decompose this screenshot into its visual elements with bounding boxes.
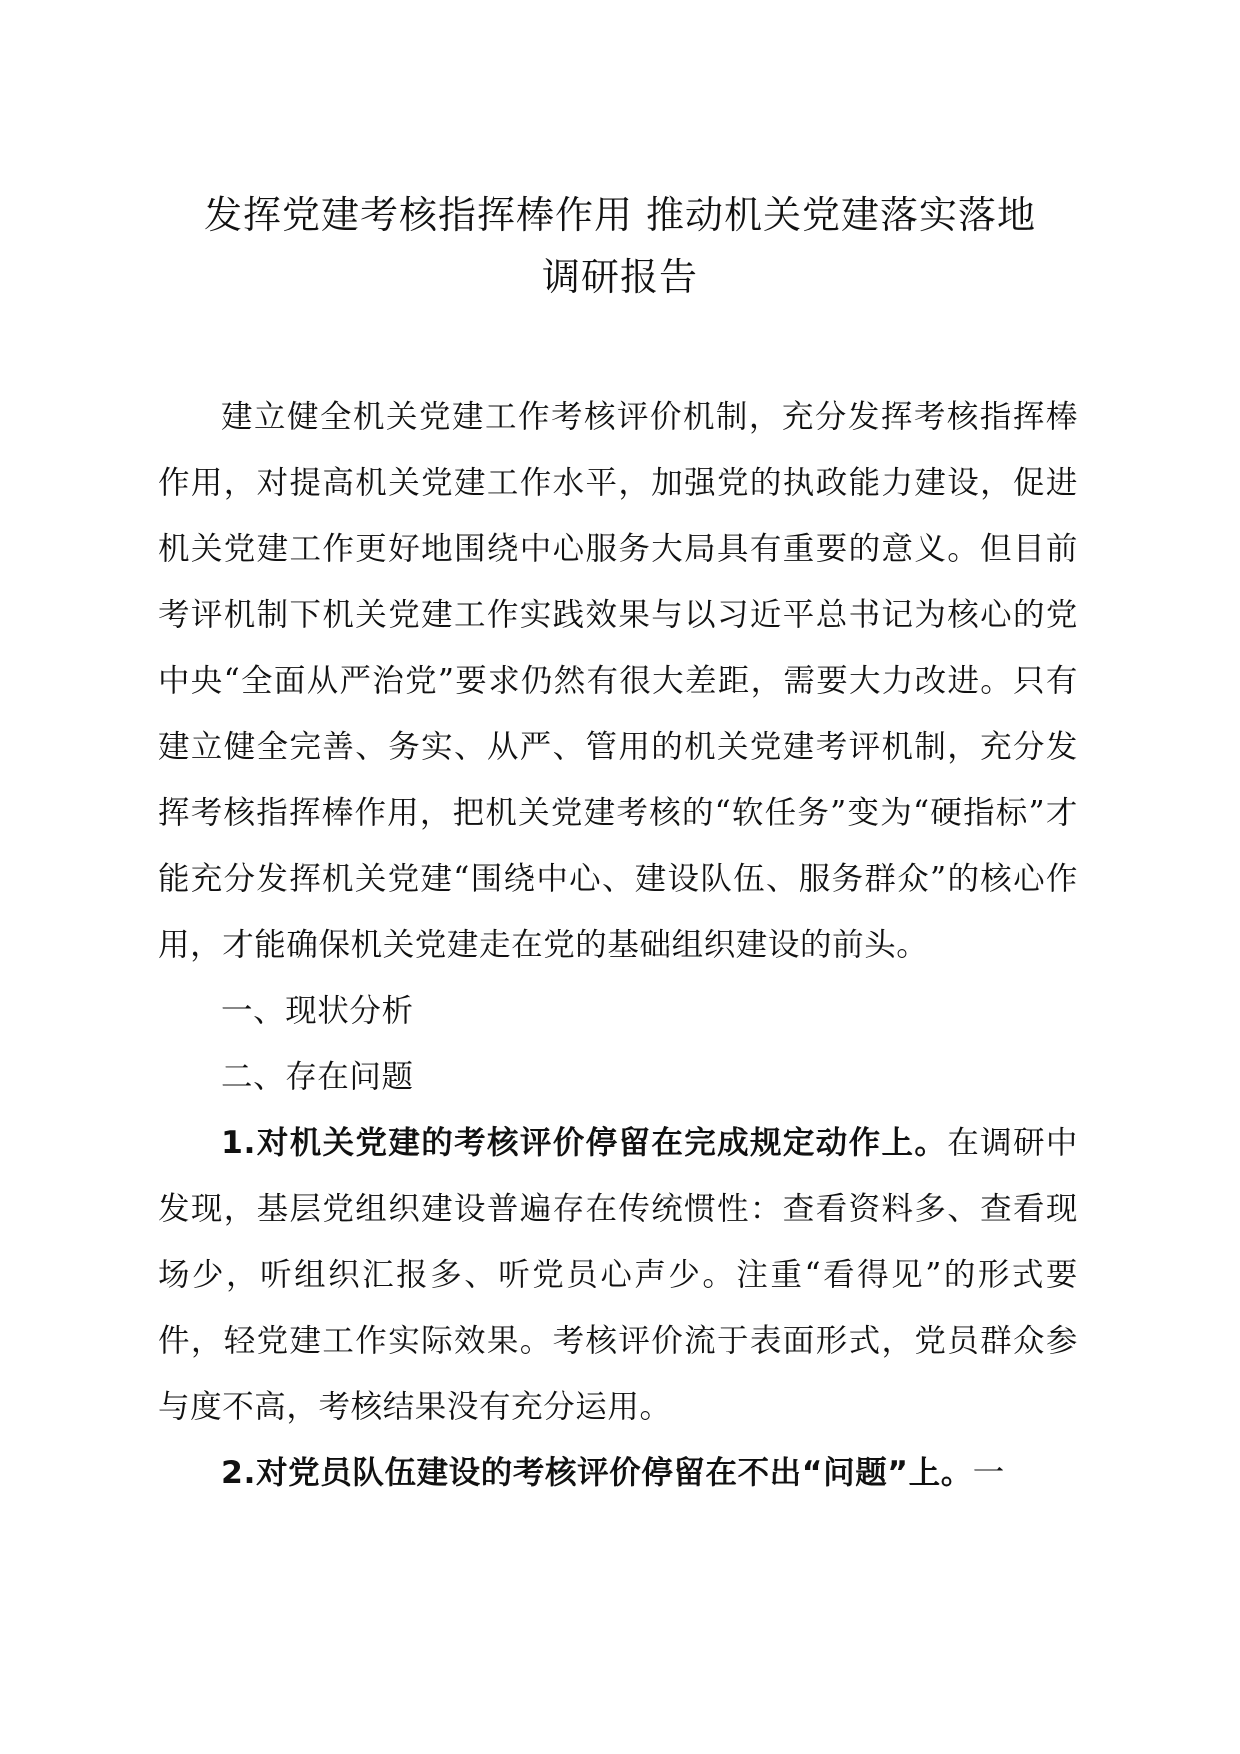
- problem-item-2-lead: 2.对党员队伍建设的考核评价停留在不出“问题”上。: [221, 1455, 973, 1491]
- problem-item-1-lead: 1.对机关党建的考核评价停留在完成规定动作上。: [221, 1125, 948, 1161]
- problem-item-2: [158, 1440, 1078, 1506]
- intro-paragraph: 建立健全机关党建工作考核评价机制，充分发挥考核指挥棒作用，对提高机关党建工作水平，加强党的执政能力建设，促进机关党建工作更好地围绕中心服务大局具有重要的意义。但目前考评机制下机关党建工作实践效果与以习近平总书记为核心的党中央“全面从严治党”要求仍然有很大差距，需要大力改进。只有建立健全完善、务实、从严、管用的机关党建考评机制，充分发挥考核指挥棒作用，把机关党建考核的“软任务”变为“硬指标”才能充分发挥机关党建“围绕中心、建设队伍、服务群众”的核心作用，才能确保机关党建走在党的基础组织建设的前头。: [158, 399, 1078, 963]
- section-heading-status: 一、现状分析: [221, 993, 414, 1029]
- problem-item-2-text: 一: [972, 1455, 1005, 1491]
- report-title-line-2: 调研报告: [541, 255, 698, 299]
- report-body: [158, 384, 1078, 1506]
- section-heading-problems: 二、存在问题: [221, 1059, 414, 1095]
- report-title-line-1: 发挥党建考核指挥棒作用 推动机关党建落实落地: [203, 193, 1037, 237]
- problem-item-1-text: 在调研中发现，基层党组织建设普遍存在传统惯性：查看资料多、查看现场少，听组织汇报多、听党员心声少。注重“看得见”的形式要件，轻党建工作实际效果。考核评价流于表面形式，党员群众参与度不高，考核结果没有充分运用。: [158, 1125, 1078, 1425]
- problem-item-1: [158, 1110, 1078, 1440]
